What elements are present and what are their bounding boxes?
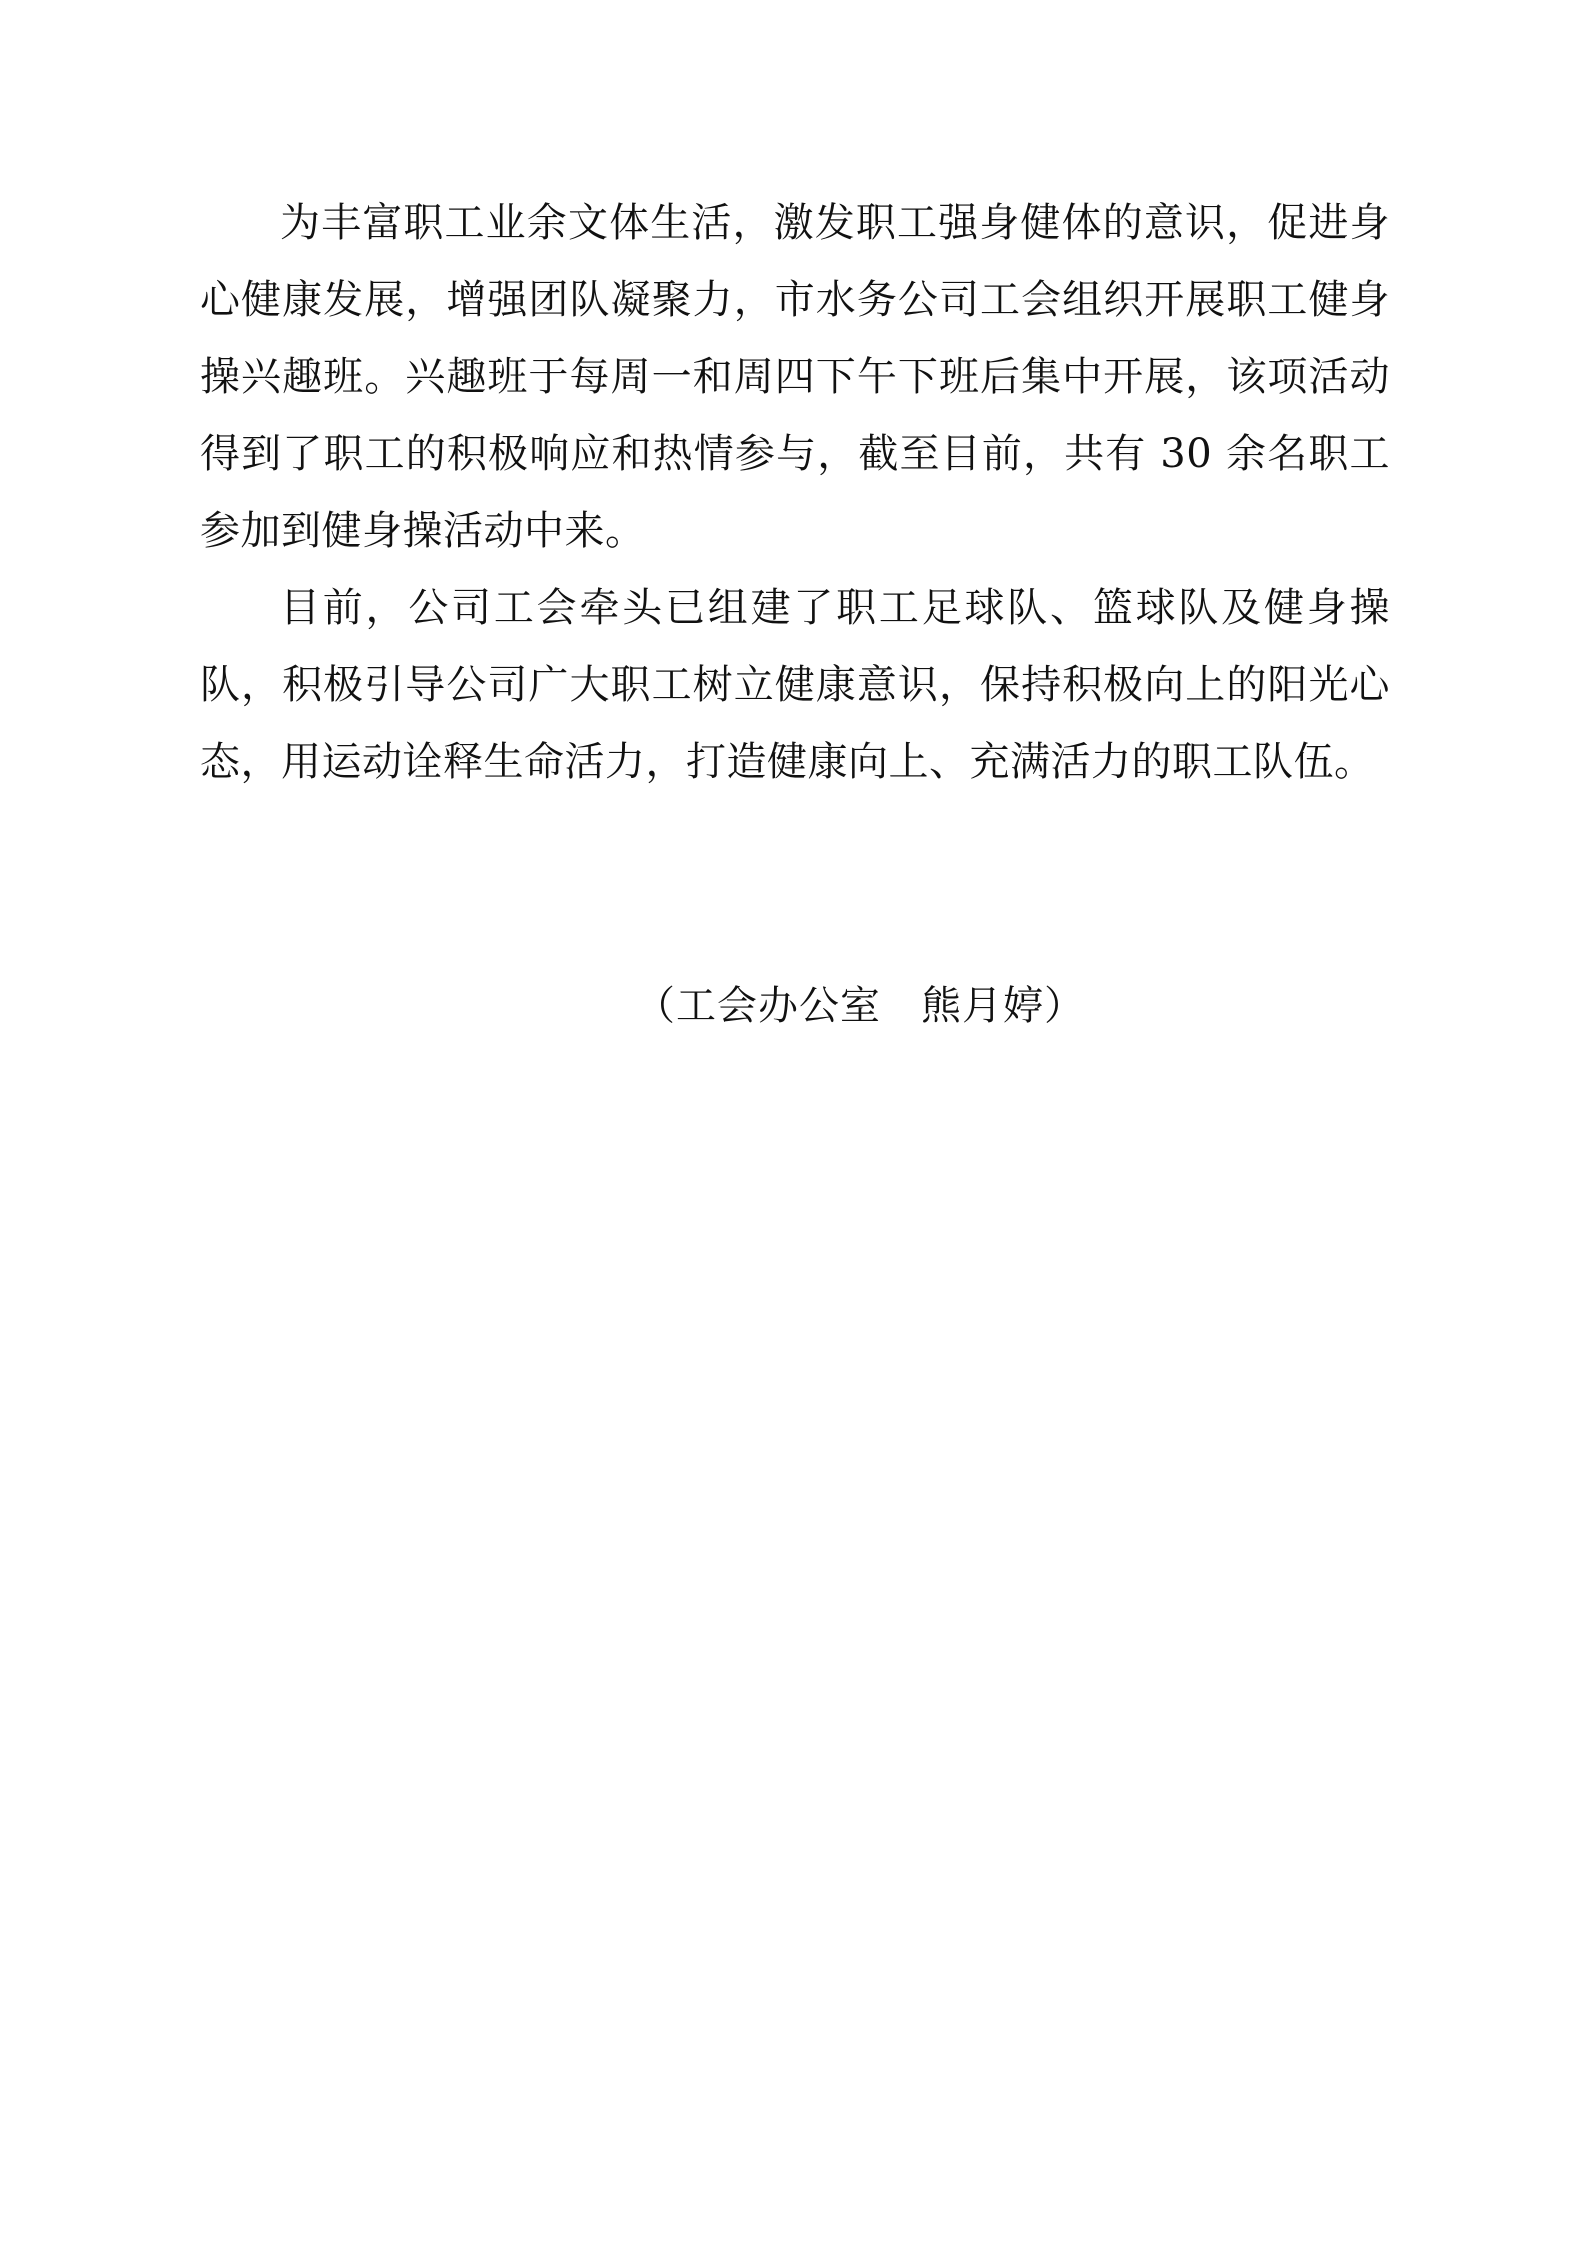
paragraph-2: 目前，公司工会牵头已组建了职工足球队、篮球队及健身操队，积极引导公司广大职工树立健康意识，保持积极向上的阳光心态，用运动诠释生命活力，打造健康向上、充满活力的职工队伍。 [200,585,1390,785]
signature-open-paren: （ [635,983,676,1029]
paragraph-1: 为丰富职工业余文体生活，激发职工强身健体的意识，促进身心健康发展，增强团队凝聚力，市水务公司工会组织开展职工健身操兴趣班。兴趣班于每周一和周四下午下班后集中开展，该项活动得到了职工的积极响应和热情参与，截至目前，共有 30 余名职工参加到健身操活动中来。 [200,200,1390,554]
signature-line [505,971,1085,1041]
document-body [200,185,1390,1041]
signature-author: 熊月婷 [921,983,1044,1029]
signature-close-paren: ） [1044,983,1085,1029]
signature-block [200,971,1390,1041]
signature-department: 工会办公室 [676,983,881,1029]
